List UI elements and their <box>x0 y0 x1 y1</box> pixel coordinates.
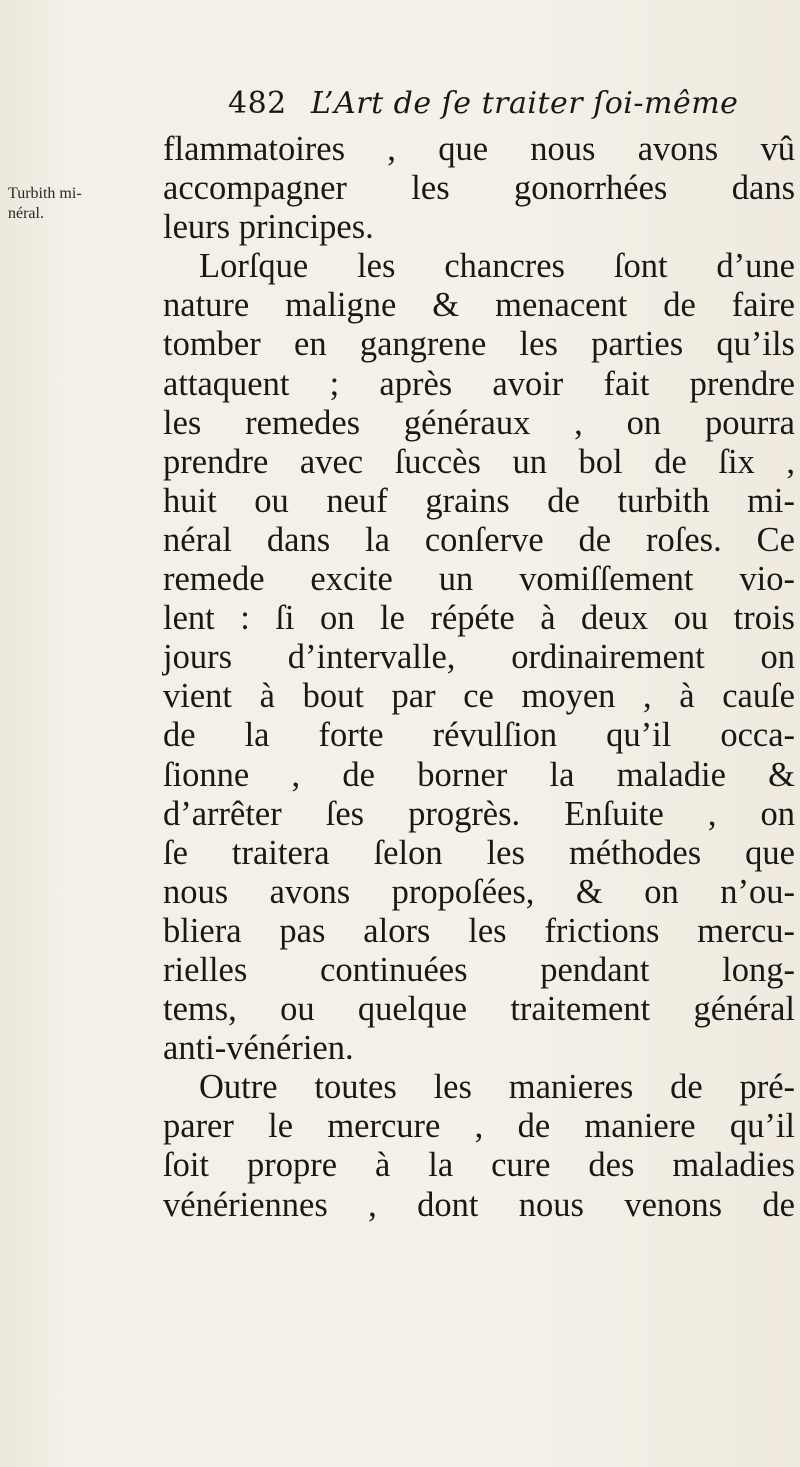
margin-note-line: néral. <box>8 205 44 222</box>
margin-note-line: Turbith mi- <box>8 185 82 202</box>
text-line: huit ou neuf grains de turbith mi- <box>163 481 795 520</box>
page-number: 482 <box>228 86 287 121</box>
running-header <box>228 86 738 121</box>
text-line: anti-vénérien. <box>163 1029 354 1068</box>
text-line: néral dans la conſerve de roſes. Ce <box>163 520 795 559</box>
text-line: lent : ſi on le répéte à deux ou trois <box>163 599 795 638</box>
text-line: de la forte révulſion qu’il occa- <box>163 716 795 755</box>
text-line: jours d’intervalle, ordinairement on <box>163 638 795 677</box>
text-line: tomber en gangrene les parties qu’ils <box>163 325 795 364</box>
text-line: bliera pas alors les frictions mercu- <box>163 911 795 950</box>
margin-note <box>8 184 128 224</box>
text-line: ſionne , de borner la maladie & <box>163 755 795 794</box>
text-line: leurs principes. <box>163 208 374 247</box>
text-line: vient à bout par ce moyen , à cauſe <box>163 677 795 716</box>
text-line: accompagner les gonorrhées dans <box>163 169 795 208</box>
text-line: flammatoires , que nous avons vû <box>163 130 795 168</box>
text-line: nature maligne & menacent de faire <box>163 286 795 325</box>
text-line: parer le mercure , de maniere qu’il <box>163 1107 795 1146</box>
body-text <box>163 130 795 1225</box>
text-line: d’arrêter ſes progrès. Enſuite , on <box>163 794 795 833</box>
running-title: L’Art de ſe traiter ſoi-même <box>310 86 739 121</box>
text-line: les remedes généraux , on pourra <box>163 403 795 442</box>
text-line: nous avons propoſées, & on n’ou- <box>163 872 795 911</box>
text-line: tems, ou quelque traitement général <box>163 990 795 1029</box>
text-line: prendre avec ſuccès un bol de ſix , <box>163 442 795 481</box>
text-line: ſoit propre à la cure des maladies <box>163 1146 795 1185</box>
text-line: attaquent ; après avoir fait prendre <box>163 364 795 403</box>
text-line: remede excite un vomiſſement vio- <box>163 560 795 599</box>
text-line: ſe traitera ſelon les méthodes que <box>163 833 795 872</box>
text-line: Lorſque les chancres ſont d’une <box>199 247 795 286</box>
text-line: Outre toutes les manieres de pré- <box>199 1068 795 1107</box>
text-line: vénériennes , dont nous venons de <box>163 1185 795 1224</box>
text-line: rielles continuées pendant long- <box>163 950 795 989</box>
